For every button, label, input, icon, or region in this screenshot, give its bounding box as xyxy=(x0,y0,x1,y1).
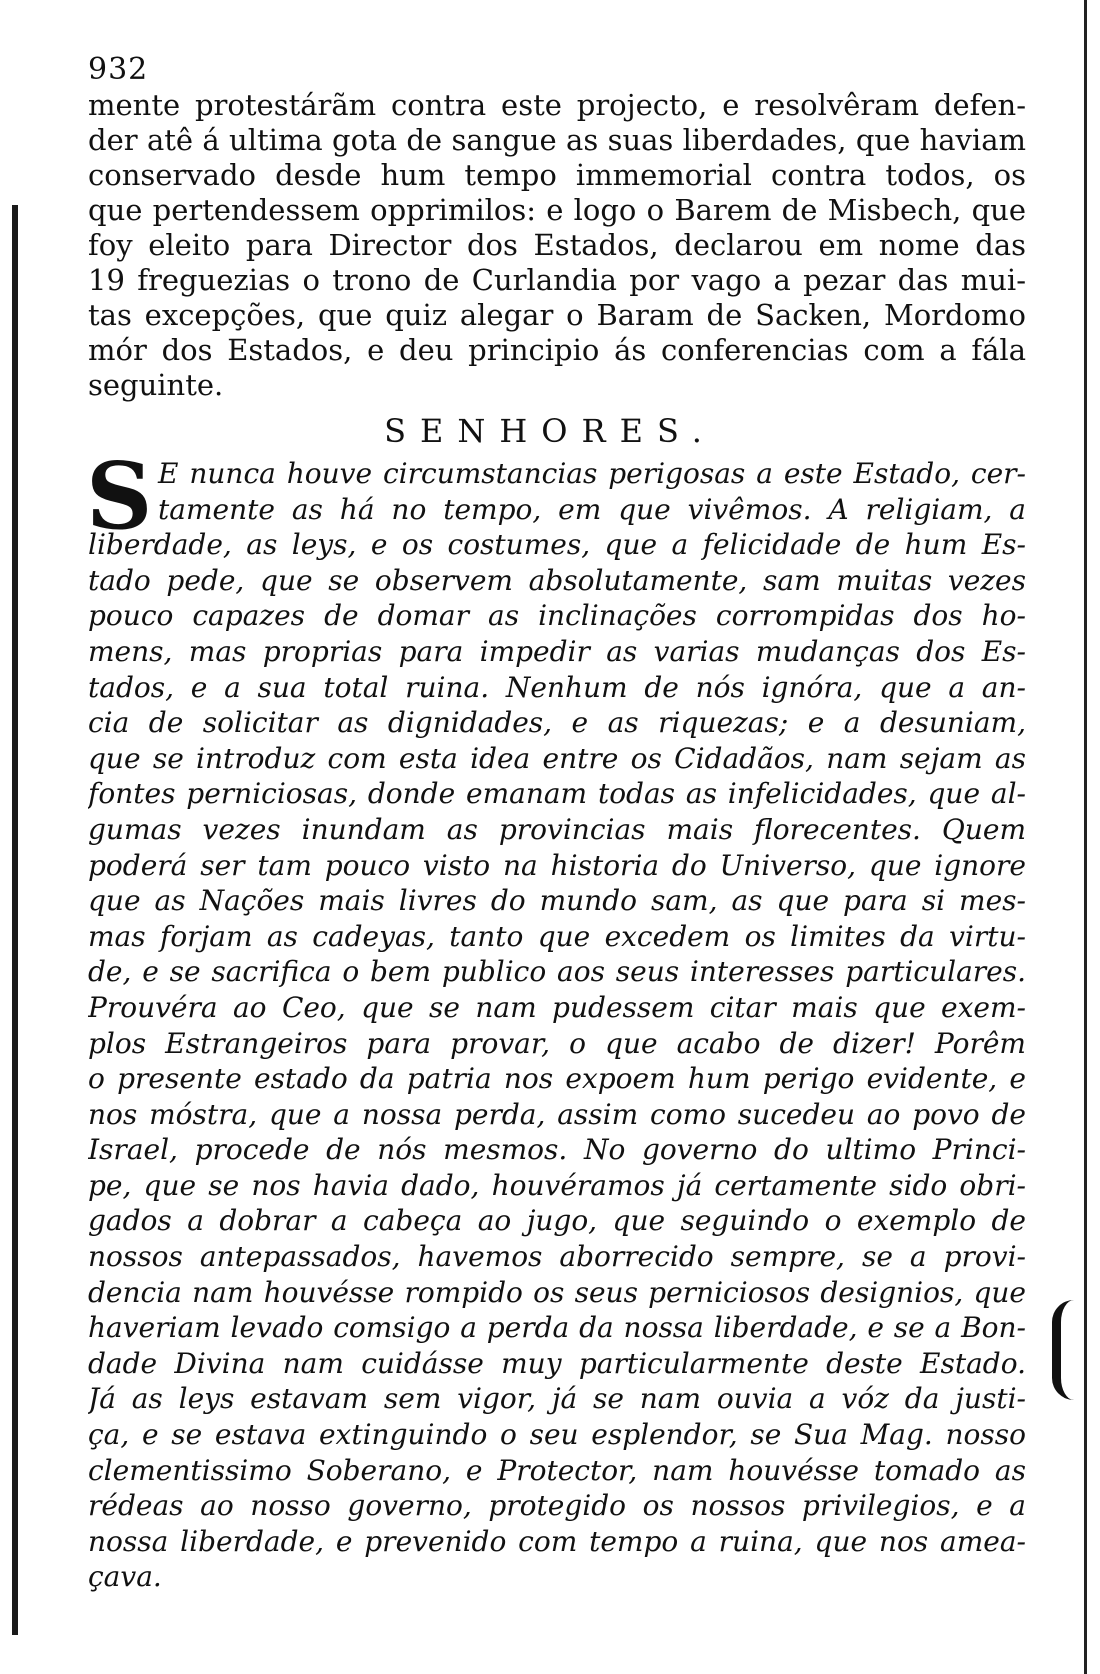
text-line: nossos antepassados, havemos aborrecido sempre, se a provi- xyxy=(88,1240,1026,1274)
text-line: mens, mas proprias para impedir as varias mudanças dos Es- xyxy=(88,634,1026,668)
catchword: çava. xyxy=(88,1560,162,1594)
text-line: pouco capazes de domar as inclinações corrompidas dos ho- xyxy=(88,599,1026,633)
text-line: o presente estado da patria nos expoem hum perigo evidente, e xyxy=(88,1062,1026,1096)
text-line: nossa liberdade, e prevenido com tempo a ruina, que nos amea- xyxy=(88,1524,1026,1558)
right-margin-rule xyxy=(1084,0,1087,1674)
text-line: clementissimo Soberano, e Protector, nam houvésse tomado as xyxy=(88,1453,1026,1487)
text-line: mas forjam as cadeyas, tanto que excedem os limites da virtu- xyxy=(88,919,1026,953)
text-line: der atê á ultima gota de sangue as suas liberdades, que haviam xyxy=(88,123,1026,157)
text-line: 19 freguezias o trono de Curlandia por vago a pezar das mui- xyxy=(88,263,1026,297)
text-line: gumas vezes inundam as provincias mais florecentes. Quem xyxy=(88,812,1026,846)
text-line: tamente as há no tempo, em que vivêmos. A religiam, a xyxy=(158,492,1026,526)
text-line: foy eleito para Director dos Estados, declarou em nome das xyxy=(88,228,1026,262)
text-line: conservado desde hum tempo immemorial contra todos, os xyxy=(88,158,1026,192)
text-line: tado pede, que se observem absolutamente, sam muitas vezes xyxy=(88,563,1026,597)
text-line: de, e se sacrifica o bem publico aos seus interesses particulares. xyxy=(88,955,1026,989)
text-line: mór dos Estados, e deu principio ás conferencias com a fála xyxy=(88,333,1026,367)
text-line: que se introduz com esta idea entre os Cidadãos, nam sejam as xyxy=(88,741,1026,775)
text-line: Prouvéra ao Ceo, que se nam pudessem citar mais que exem- xyxy=(88,990,1026,1024)
drop-cap: S xyxy=(86,442,153,550)
speech-paragraph xyxy=(88,456,1026,1595)
text-line: ça, e se estava extinguindo o seu esplendor, se Sua Mag. nosso xyxy=(88,1418,1026,1452)
text-line: tas excepções, que quiz alegar o Baram de Sacken, Mordomo xyxy=(88,298,1026,332)
text-line: Israel, procede de nós mesmos. No governo do ultimo Princi- xyxy=(88,1133,1026,1167)
text-line: E nunca houve circumstancias perigosas a este Estado, cer- xyxy=(158,457,1026,490)
text-line: nos móstra, que a nossa perda, assim como sucedeu ao povo de xyxy=(88,1097,1026,1131)
text-line: poderá ser tam pouco visto na historia do Universo, que ignore xyxy=(88,848,1026,882)
text-line: tados, e a sua total ruina. Nenhum de nós ignóra, que a an- xyxy=(88,670,1026,704)
text-line: mente protestárãm contra este projecto, e resolvêram defen- xyxy=(88,88,1026,122)
text-line: Já as leys estavam sem vigor, já se nam ouvia a vóz da justi- xyxy=(88,1382,1026,1416)
text-line: liberdade, as leys, e os costumes, que a felicidade de hum Es- xyxy=(88,528,1026,562)
text-line: seguinte. xyxy=(88,368,224,402)
text-line: dencia nam houvésse rompido os seus perniciosos designios, que xyxy=(88,1275,1026,1309)
text-line: gados a dobrar a cabeça ao jugo, que seguindo o exemplo de xyxy=(88,1204,1026,1238)
text-line: cia de solicitar as dignidades, e as riquezas; e a desuniam, xyxy=(88,706,1026,740)
intro-paragraph xyxy=(88,88,1026,403)
section-heading: SENHORES. xyxy=(384,412,716,450)
page-number: 932 xyxy=(88,52,149,87)
text-line: haveriam levado comsigo a perda da nossa liberdade, e se a Bon- xyxy=(88,1311,1026,1345)
margin-bracket-mark xyxy=(1052,1300,1083,1400)
text-line: rédeas ao nosso governo, protegido os nossos privilegios, e a xyxy=(88,1489,1026,1523)
text-line: que pertendessem opprimilos: e logo o Barem de Misbech, que xyxy=(88,193,1026,227)
text-line: dade Divina nam cuidásse muy particularmente deste Estado. xyxy=(88,1346,1026,1380)
text-line: plos Estrangeiros para provar, o que acabo de dizer! Porêm xyxy=(88,1026,1026,1060)
text-line: fontes perniciosas, donde emanam todas as infelicidades, que al- xyxy=(88,777,1026,811)
text-line: que as Nações mais livres do mundo sam, as que para si mes- xyxy=(88,884,1026,918)
text-line: pe, que se nos havia dado, houvéramos já certamente sido obri- xyxy=(88,1168,1026,1202)
